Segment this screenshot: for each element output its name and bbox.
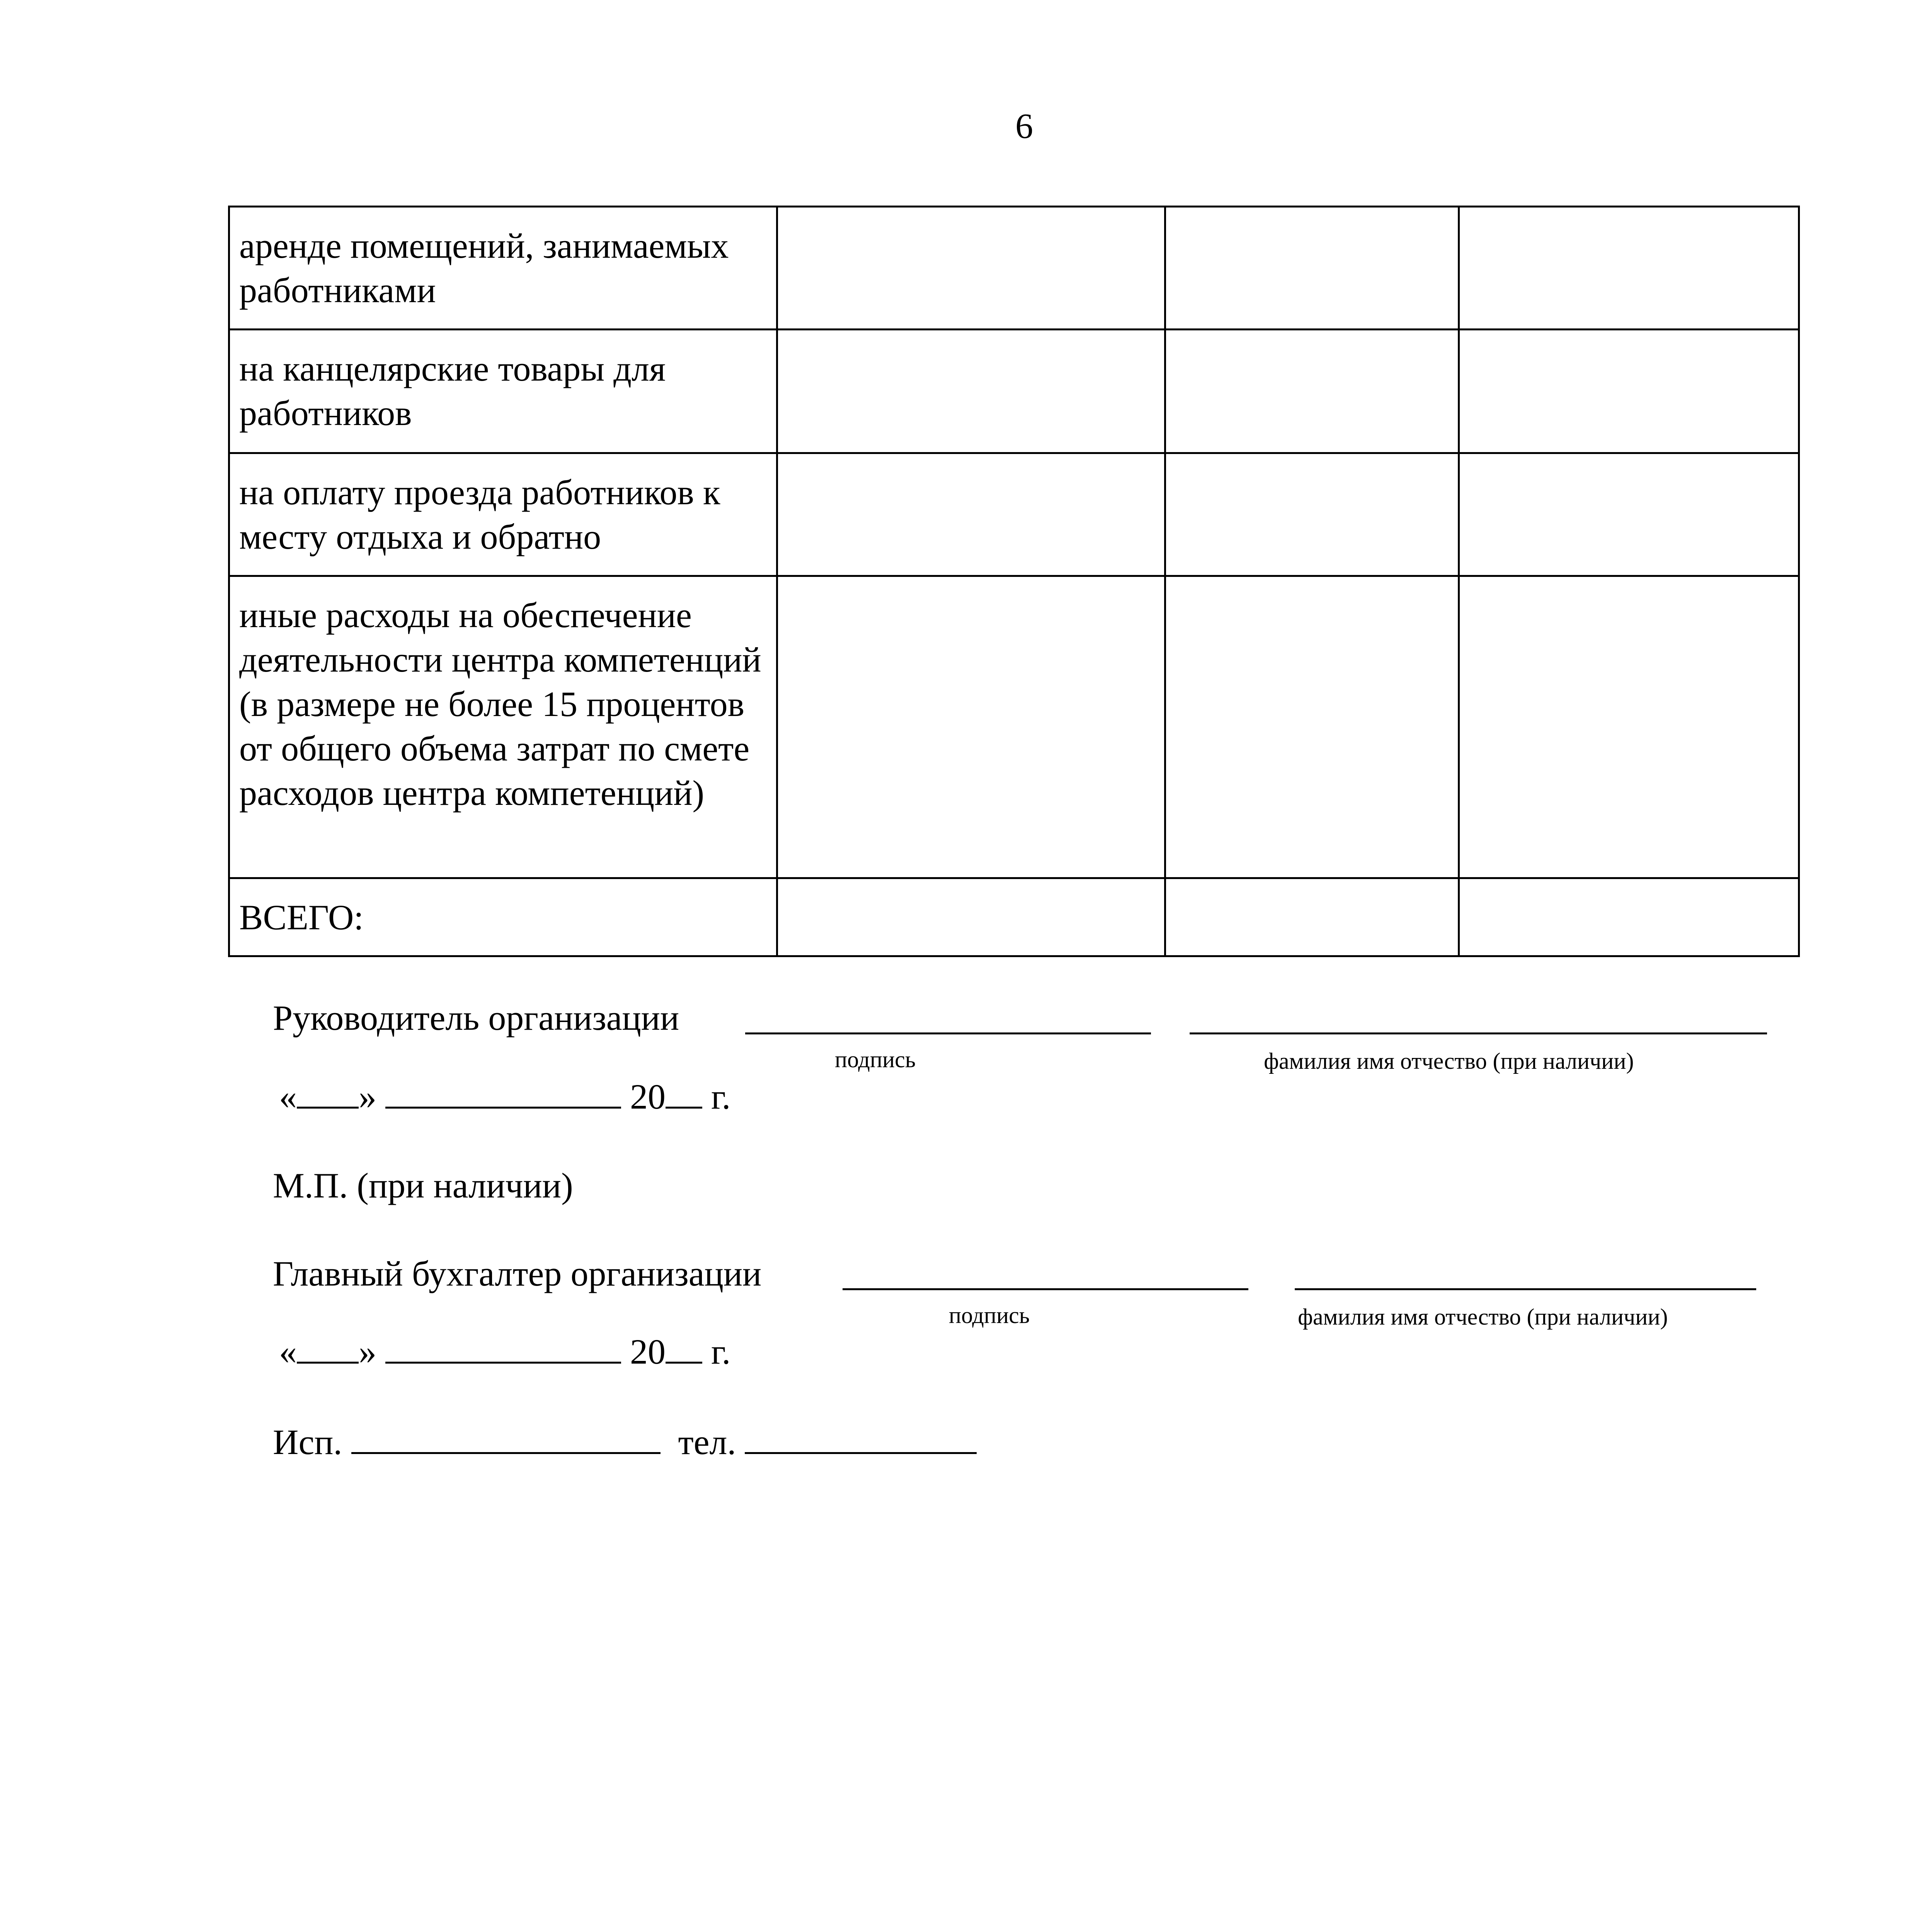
table-row [229,576,1799,878]
table-cell[interactable] [777,453,1165,576]
year-field[interactable] [666,1335,702,1364]
table-cell[interactable] [777,330,1165,453]
table-cell[interactable] [1165,207,1459,330]
table-cell[interactable] [1165,453,1459,576]
month-field[interactable] [385,1335,621,1364]
phone-label: тел. [678,1422,736,1462]
accountant-label: Главный бухгалтер организации [273,1254,762,1293]
accountant-name-line[interactable] [1295,1288,1756,1290]
day-field[interactable] [297,1335,359,1364]
table-cell[interactable] [1459,878,1799,956]
stamp-label: М.П. (при наличии) [273,1166,573,1205]
phone-field[interactable] [745,1425,977,1454]
year-suffix: г. [711,1077,731,1116]
head-name-line[interactable] [1190,1032,1767,1034]
accountant-date [279,1334,730,1369]
head-date [279,1079,730,1114]
executor-row [273,1424,977,1460]
expense-table [228,206,1800,957]
row-label: на канцелярские товары для работников [229,330,777,453]
table-cell[interactable] [1459,576,1799,878]
head-name-caption: фамилия имя отчество (при наличии) [1264,1048,1634,1074]
table-cell[interactable] [1459,453,1799,576]
table-row [229,330,1799,453]
table-cell[interactable] [777,576,1165,878]
row-label: на оплату проезда работников к месту отдыха и обратно [229,453,777,576]
year-field[interactable] [666,1080,702,1109]
year-prefix: 20 [630,1077,666,1116]
table-cell[interactable] [777,878,1165,956]
table-cell[interactable] [1459,330,1799,453]
accountant-signature-caption: подпись [949,1303,1030,1328]
table-cell[interactable] [1165,576,1459,878]
table-row-total [229,878,1799,956]
accountant-name-caption: фамилия имя отчество (при наличии) [1298,1304,1668,1330]
row-label: ВСЕГО: [229,878,777,956]
table-cell[interactable] [777,207,1165,330]
row-label: аренде помещений, занимаемых работниками [229,207,777,330]
date-close-quote: » [359,1077,376,1116]
table-cell[interactable] [1459,207,1799,330]
table-cell[interactable] [1165,330,1459,453]
page-number: 6 [1015,106,1033,146]
accountant-signature-line[interactable] [843,1288,1248,1290]
executor-label: Исп. [273,1422,342,1462]
date-open-quote: « [279,1077,297,1116]
day-field[interactable] [297,1080,359,1109]
year-suffix: г. [711,1332,731,1371]
head-label: Руководитель организации [273,998,679,1037]
table-row [229,207,1799,330]
row-label: иные расходы на обеспечение деятельности центра компетенций (в размере не более 15 процентов от общего объема затрат по смете расходов центра компетенций) [229,576,777,878]
year-prefix: 20 [630,1332,666,1371]
date-close-quote: » [359,1332,376,1371]
head-signature-caption: подпись [835,1047,916,1072]
date-open-quote: « [279,1332,297,1371]
head-signature-line[interactable] [745,1032,1151,1034]
executor-field[interactable] [351,1425,661,1454]
month-field[interactable] [385,1080,621,1109]
table-cell[interactable] [1165,878,1459,956]
table-row [229,453,1799,576]
